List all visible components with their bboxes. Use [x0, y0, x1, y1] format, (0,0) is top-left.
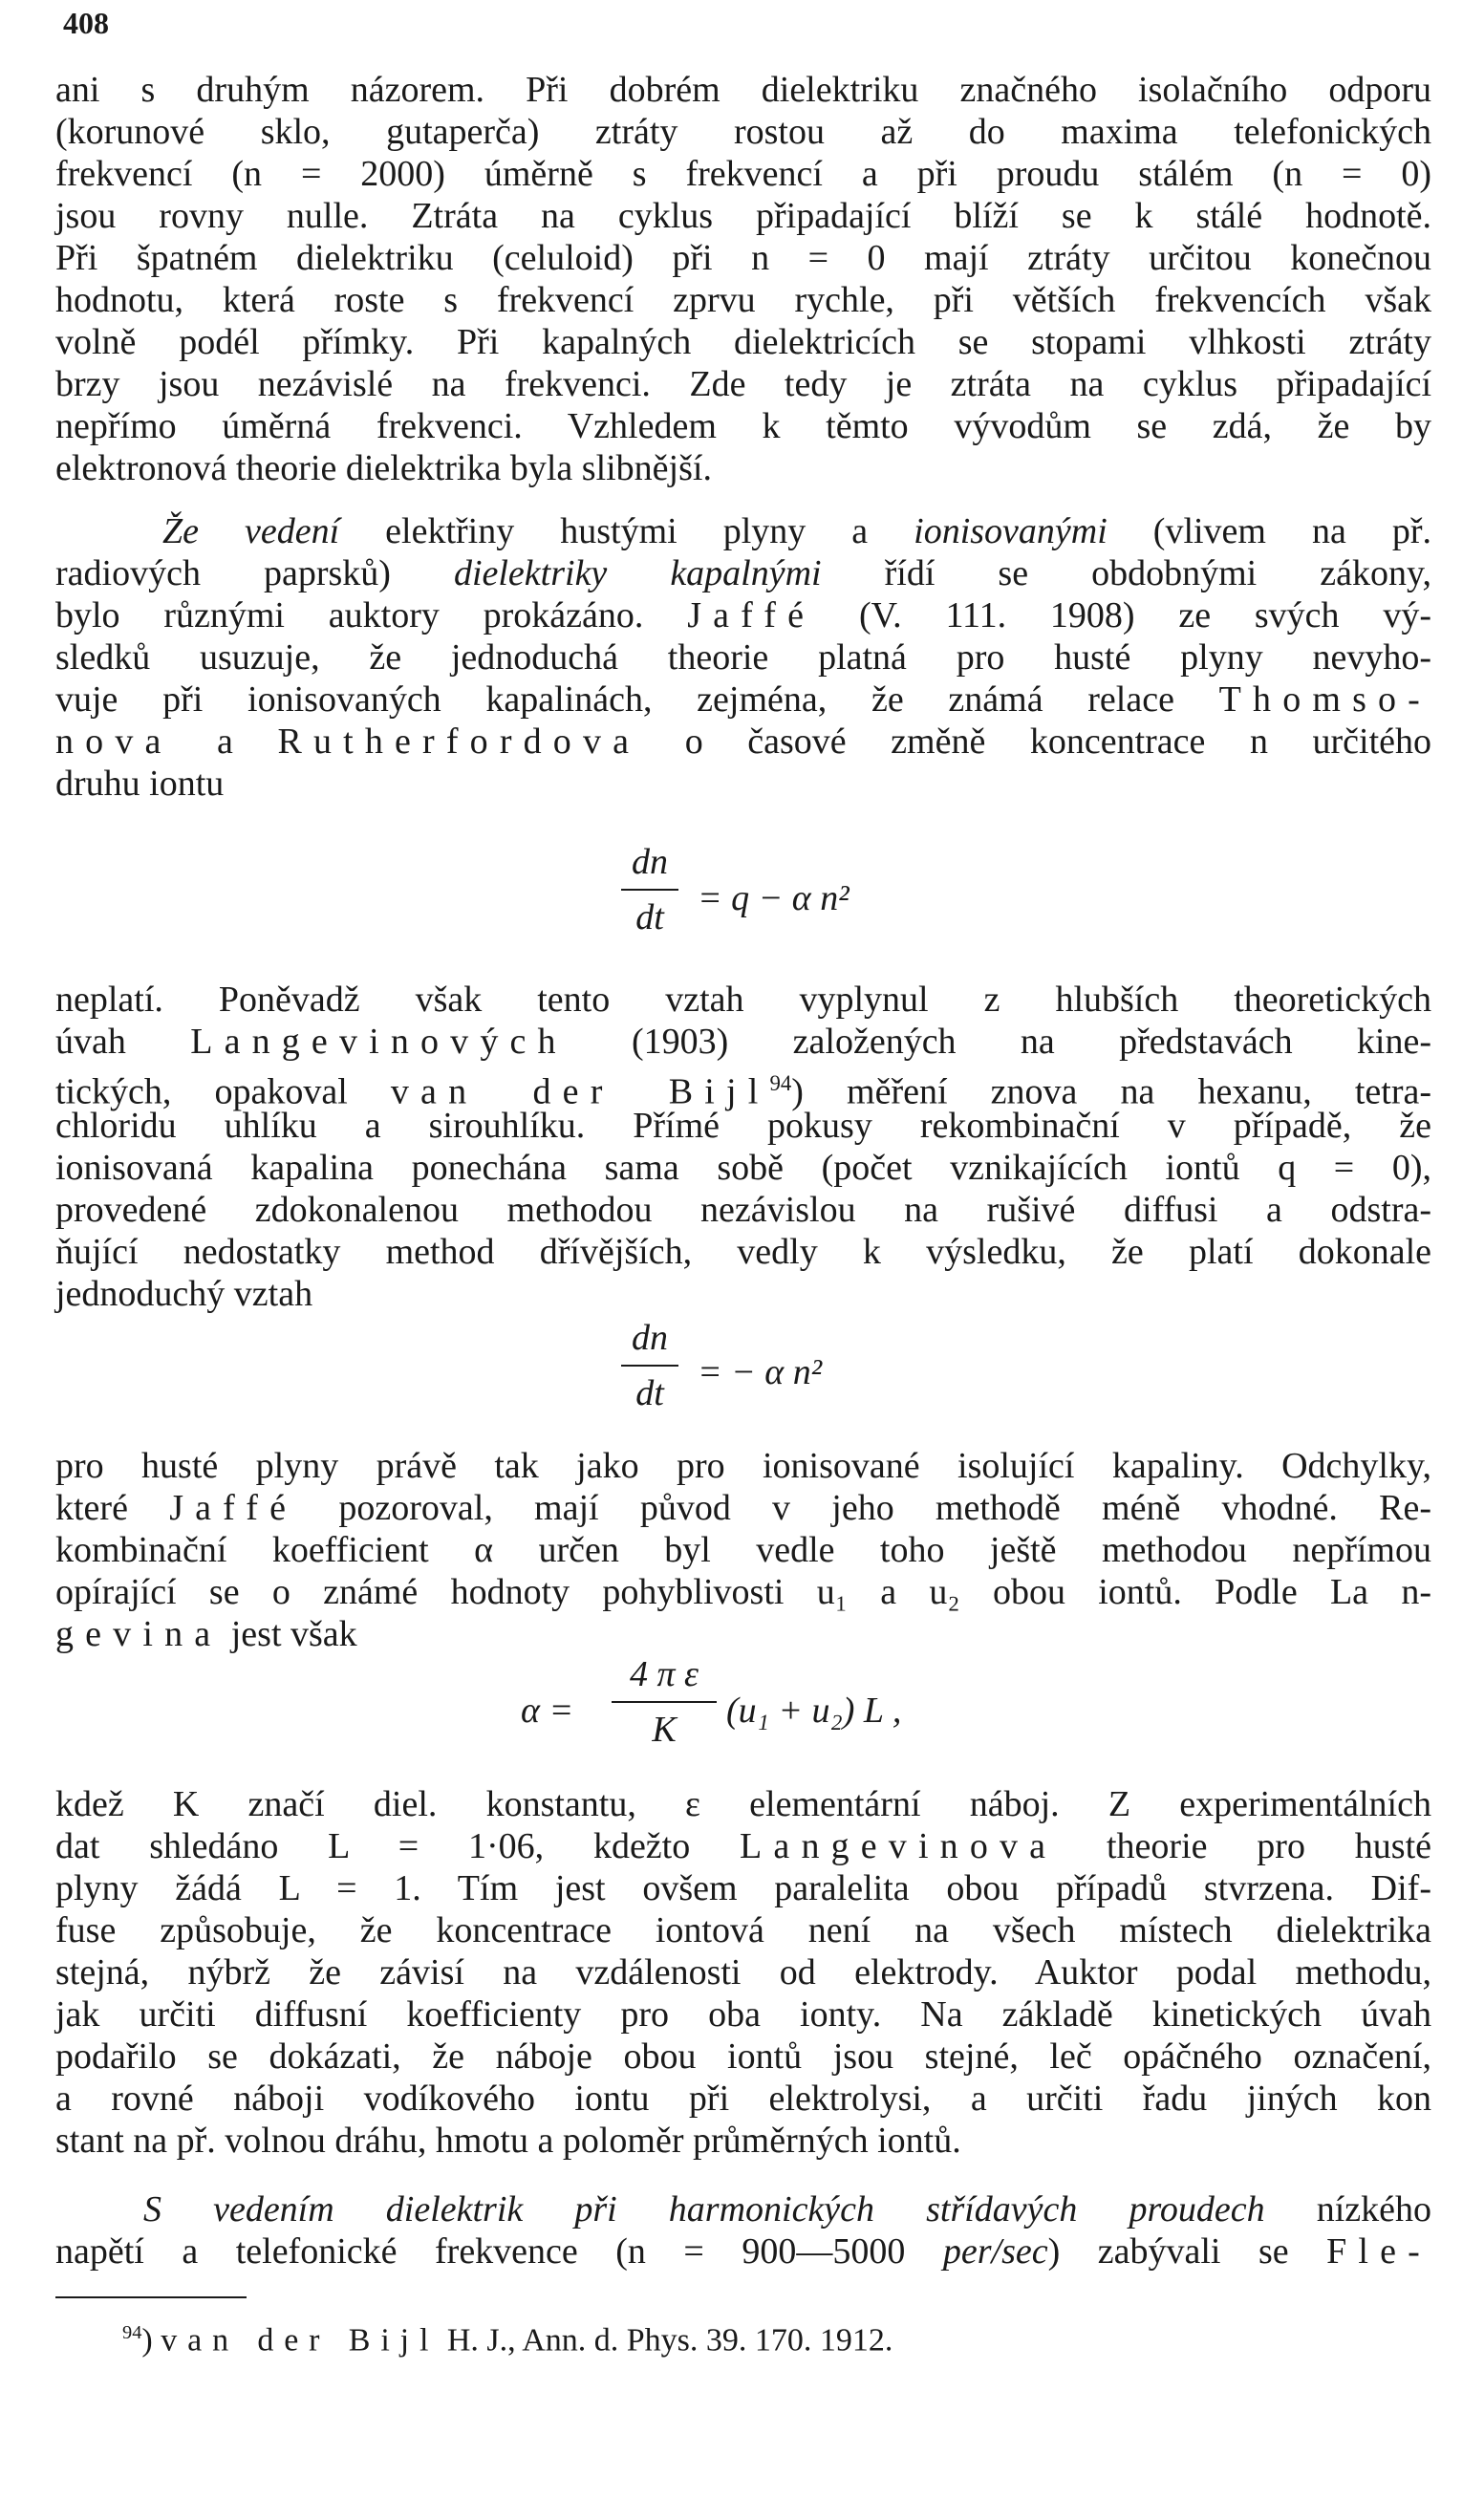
- text-line: brzy jsou nezávislé na frekvenci. Zde tedy je ztráta na cyklus připadající: [55, 364, 1431, 404]
- text-line: nepřímo úměrná frekvenci. Vzhledem k těmto vývodům se zdá, že by: [55, 406, 1431, 446]
- text-line: Při špatném dielektriku (celuloid) při n = 0 mají ztráty určitou konečnou: [55, 238, 1431, 278]
- equation-rhs: = q − α n²: [698, 878, 850, 918]
- footnote-rule: [55, 2296, 247, 2298]
- text-line: frekvencí (n = 2000) úměrně s frekvencí a při proudu stálém (n = 0): [55, 154, 1431, 194]
- text-line: tických, opakoval van der Bijl$^{94}$) měření znova na hexanu, tetra-: [55, 1071, 1432, 1112]
- text-line: radiových paprsků) dielektriky kapalnými řídí se obdobnými zákony,: [55, 553, 1432, 593]
- text-line: jednoduchý vztah: [55, 1274, 313, 1314]
- equation-rhs: (u₁ + u₂) L ,: [726, 1691, 902, 1731]
- text-line: a rovné náboji vodíkového iontu při elektrolysi, a určiti řadu jiných kon: [55, 2079, 1431, 2119]
- text-line: hodnotu, která roste s frekvencí zprvu rychle, při větších frekvencích však: [55, 280, 1431, 320]
- text-line: kdež K značí diel. konstantu, ε elementární náboj. Z experimentálních: [55, 1784, 1431, 1824]
- text-line: fuse způsobuje, že koncentrace iontová není na všech místech dielektrika: [55, 1910, 1431, 1950]
- text-line: elektronová theorie dielektrika byla slibnější.: [55, 448, 712, 488]
- text-line: ionisovaná kapalina ponechána sama sobě (počet vznikajících iontů q = 0),: [55, 1148, 1431, 1188]
- text-line: volně podél přímky. Při kapalných dielektricích se stopami vlhkosti ztráty: [55, 322, 1431, 362]
- equation-fraction: dn dt: [621, 841, 678, 938]
- text-line: které Jaffé pozoroval, mají původ v jeho methodě méně vhodné. Re-: [55, 1488, 1431, 1528]
- text-line: sledků usuzuje, že jednoduchá theorie platná pro husté plyny nevyho-: [55, 637, 1431, 678]
- text-line: jsou rovny nulle. Ztráta na cyklus připadající blíží se k stálé hodnotě.: [55, 196, 1431, 236]
- footnote: $^{94}$) van der Bijl H. J., Ann. d. Phys. 39. 170. 1912.: [122, 2322, 893, 2359]
- text-line: vuje při ionisovaných kapalinách, zejména, že známá relace Thomso-: [55, 679, 1431, 720]
- text-line: provedené zdokonalenou methodou nezávislou na rušivé diffusi a odstra-: [55, 1190, 1431, 1230]
- text-line: ňující nedostatky method dřívějších, vedly k výsledku, že platí dokonale: [55, 1232, 1431, 1272]
- equation-fraction: 4 π ε K: [612, 1653, 717, 1751]
- text-line: ani s druhým názorem. Při dobrém dielektriku značného isolačního odporu: [55, 70, 1431, 110]
- text-line: gevina jest však: [55, 1614, 357, 1654]
- text-line: bylo různými auktory prokázáno. Jaffé (V. 111. 1908) ze svých vý-: [55, 595, 1431, 636]
- text-line: druhu iontu: [55, 764, 225, 804]
- text-line: plyny žádá L = 1. Tím jest ovšem paralelita obou případů stvrzena. Dif-: [55, 1868, 1431, 1908]
- text-line: (korunové sklo, gutaperča) ztráty rostou až do maxima telefonických: [55, 112, 1431, 152]
- text-line: dat shledáno L = 1·06, kdežto Langevinova theorie pro husté: [55, 1826, 1431, 1866]
- text-line: jak určiti diffusní koefficienty pro oba ionty. Na základě kinetických úvah: [55, 1994, 1431, 2035]
- text-line: stant na př. volnou dráhu, hmotu a poloměr průměrných iontů.: [55, 2121, 961, 2161]
- text-line: stejná, nýbrž že závisí na vzdálenosti od elektrody. Auktor podal methodu,: [55, 1952, 1431, 1993]
- text-line: chloridu uhlíku a sirouhlíku. Přímé pokusy rekombinační v případě, že: [55, 1106, 1431, 1146]
- text-line: S vedením dielektrik při harmonických střídavých proudech nízkého: [143, 2189, 1431, 2230]
- text-line: neplatí. Poněvadž však tento vztah vyplynul z hlubších theoretických: [55, 980, 1431, 1020]
- text-line: úvah Langevinových (1903) založených na představách kine-: [55, 1022, 1431, 1062]
- equation-fraction: dn dt: [621, 1317, 678, 1414]
- text-line: opírající se o známé hodnoty pohyblivosti u₁ a u₂ obou iontů. Podle La n-: [55, 1572, 1431, 1612]
- text-line: kombinační koefficient α určen byl vedle toho ještě methodou nepřímou: [55, 1530, 1431, 1570]
- text-line: nova a Rutherfordova o časové změně koncentrace n určitého: [55, 722, 1431, 762]
- text-line: podařilo se dokázati, že náboje obou iontů jsou stejné, leč opáčného označení,: [55, 2036, 1431, 2077]
- text-line: pro husté plyny právě tak jako pro ionisované isolující kapaliny. Odchylky,: [55, 1446, 1431, 1486]
- text-line: napětí a telefonické frekvence (n = 900—5000 per/sec) zabývali se Fle-: [55, 2231, 1431, 2272]
- equation-lhs: α =: [521, 1691, 574, 1731]
- text-line: Že vedení elektřiny hustými plyny a ionisovanými (vlivem na př.: [162, 511, 1432, 551]
- equation-rhs: = − α n²: [698, 1352, 823, 1392]
- page-number: 408: [63, 6, 109, 40]
